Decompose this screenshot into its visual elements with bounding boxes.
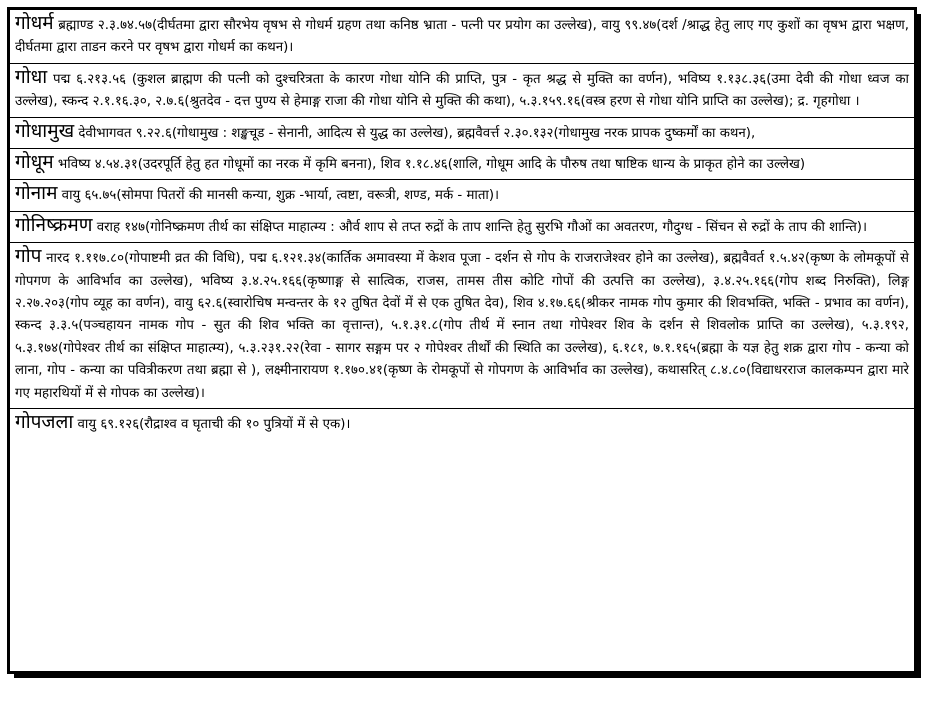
headword: गोपजला (15, 411, 74, 434)
entry-text: पद्म ६.२१३.५६ (कुशल ब्राह्मण की पत्नी को दुश्चरित्रता के कारण गोधा योनि की प्राप्ति, पुत्र - कृत श्रद्ध से मुक्ति का वर्णन), भविष्य १.१३८.३६(उमा देवी की गोधा ध्वज का उल्लेख), स्कन्द २.१.१६.३०, २.७.६(श्रुतदेव - दत्त पुण्य से हेमाङ्ग राजा की गोधा योनि से मुक्ति की कथा), ५.३.१५९.१६(वस्त्र हरण से गोधा योनि प्राप्ति का उल्लेख); द्र. गृहगोधा । (15, 71, 909, 110)
entry-godhuma (10, 149, 914, 180)
entry-gonishkramana (10, 212, 914, 243)
entry-gopa (10, 243, 914, 409)
headword: गोनाम (15, 182, 58, 205)
entry-gonama (10, 180, 914, 211)
headword: गोधामुख (15, 119, 75, 142)
entry-text: देवीभागवत ९.२२.६(गोधामुख : शङ्खचूड - सेनानी, आदित्य से युद्ध का उल्लेख), ब्रह्मवैवर्त्त २.३०.१३२(गोधामुख नरक प्रापक दुष्कर्मों का कथन), (74, 125, 756, 141)
entry-text: ब्रह्माण्ड २.३.७४.५७(दीर्घतमा द्वारा सौरभेय वृषभ से गोधर्म ग्रहण तथा कनिष्ठ भ्राता - पत्नी पर प्रयोग का उल्लेख), वायु ९९.४७(दर्श /श्राद्ध हेतु लाए गए कुशों का वृषभ द्वारा भक्षण, दीर्घतमा द्वारा ताडन करने पर वृषभ द्वारा गोधर्म का कथन)। (15, 18, 909, 56)
headword: गोनिष्क्रमण (15, 213, 93, 236)
entry-gopajala (10, 409, 914, 439)
headword: गोधा (15, 65, 48, 88)
entry-text: भविष्य ४.५४.३१(उदरपूर्ति हेतु हत गोधूमों का नरक में कृमि बनना), शिव १.१८.४६(शालि, गोधूम आदि के पौरुष तथा षाष्टिक धान्य के प्राकृत होने का उल्लेख) (53, 157, 806, 173)
entries-list (10, 10, 914, 440)
entries-frame (7, 7, 917, 674)
entry-text: वराह १४७(गोनिष्क्रमण तीर्थ का संक्षिप्त माहात्म्य : और्व शाप से तप्त रुद्रों के ताप शान्ति हेतु सुरभि गौओं का अवतरण, गौदुग्ध - सिंचन से रुद्रों के ताप की शान्ति)। (92, 219, 867, 235)
headword: गोप (15, 245, 42, 268)
headword: गोधर्म (15, 12, 54, 34)
entry-godhamukha (10, 118, 914, 149)
headword: गोधूम (15, 151, 54, 174)
page (7, 7, 917, 675)
entry-godharma (10, 10, 914, 64)
entry-godha (10, 64, 914, 118)
entry-text: वायु ६९.१२६(रौद्राश्व व घृताची की १० पुत्रियों में से एक)। (73, 417, 351, 433)
entry-text: नारद १.११७.८०(गोपाष्टमी व्रत की विधि), पद्म ६.१२१.३४(कार्तिक अमावस्या में केशव पूजा - दर्शन से गोप के राजराजेश्वर होने का उल्लेख), ब्रह्मवैवर्त १.५.४२(कृष्ण के लोमकूपों से गोपगण के आविर्भाव का उल्लेख), भविष्य ३.४.२५.१६६(कृष्णाङ्ग से सात्विक, राजस, तामस तीस कोटि गोपों की उत्पत्ति का उल्लेख), ३.४.२५.१६६(गोप शब्द निरुक्ति), लिङ्ग २.२७.२०३(गोप व्यूह का वर्णन), वायु ६२.६(स्वारोचिष मन्वन्तर के १२ तुषित देवों में से एक तुषित देव), शिव ४.१७.६६(श्रीकर नामक गोप कुमार की शिवभक्ति, भक्ति - प्रभाव का वर्णन), स्कन्द ३.३.५(पञ्चहायन नामक गोप - सुत की शिव भक्ति का वृत्तान्त), ५.१.३१.८(गोप तीर्थ में स्नान तथा गोपेश्वर शिव के दर्शन से शिवलोक प्राप्ति का उल्लेख), ५.३.१९२, ५.३.१७४(गोपेश्वर तीर्थ का संक्षिप्त माहात्म्य), ५.३.२३१.२२(रेवा - सागर सङ्गम पर २ गोपेश्वर तीर्थों की स्थिति का उल्लेख), ६.१८१, ७.१.१६५(ब्रह्मा के यज्ञ हेतु शक्र द्वारा गोप - कन्या को लाना, गोप - कन्या का पवित्रीकरण तथा ब्रह्मा से ), लक्ष्मीनारायण १.१७०.४१(कृष्ण के रोमकूपों से गोपगण के आविर्भाव का उल्लेख), कथासरित् ८.४.८०(विद्याधरराज कालकम्पन द्वारा मारे गए महारथियों में से गोपक का उल्लेख)। (15, 251, 909, 401)
entry-text: वायु ६५.७५(सोमपा पितरों की मानसी कन्या, शुक्र -भार्या, त्वष्टा, वरूत्री, शण्ड, मर्क - माता)। (57, 188, 500, 204)
